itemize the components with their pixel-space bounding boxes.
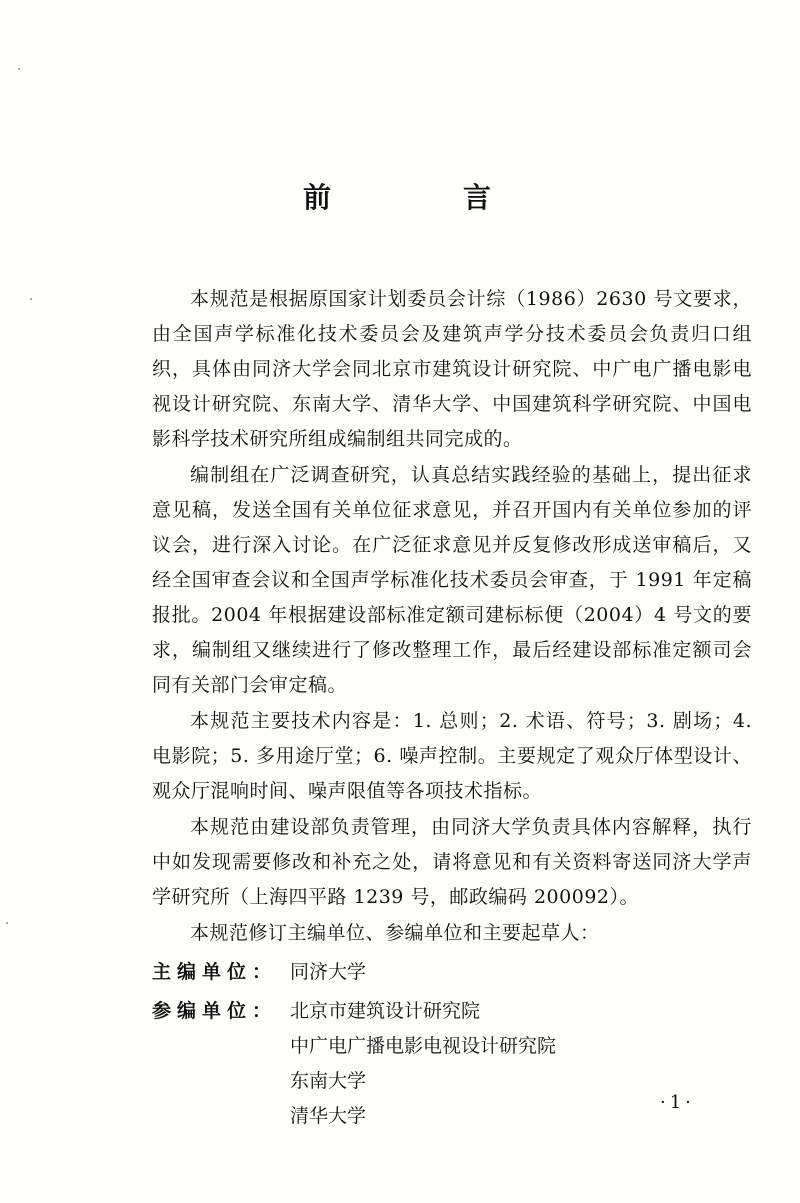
scan-speck [6, 922, 8, 924]
chief-unit-row [152, 955, 752, 990]
participating-units-label: 参编单位： [152, 1000, 278, 1022]
page-number: ·1· [660, 1092, 695, 1113]
document-body [152, 282, 752, 1134]
chief-unit-label: 主编单位： [152, 961, 278, 983]
participating-unit: 东南大学 [290, 1070, 367, 1092]
paragraph: 本规范主要技术内容是：1. 总则；2. 术语、符号；3. 剧场；4. 电影院；5. 多用途厅堂；6. 噪声控制。主要规定了观众厅体型设计、观众厅混响时间、噪声限值等各项技术指标。 [152, 710, 752, 802]
scan-speck [18, 68, 20, 70]
paragraph: 本规范修订主编单位、参编单位和主要起草人： [190, 922, 600, 944]
paragraph: 本规范由建设部负责管理，由同济大学负责具体内容解释，执行中如发现需要修改和补充之处，请将意见和有关资料寄送同济大学声学研究所（上海四平路 1239 号，邮政编码 200092）。 [152, 816, 752, 908]
participating-units-row [152, 994, 752, 1134]
participating-unit: 北京市建筑设计研究院 [290, 1000, 481, 1022]
paragraph: 编制组在广泛调查研究，认真总结实践经验的基础上，提出征求意见稿，发送全国有关单位征求意见，并召开国内有关单位参加的评议会，进行深入讨论。在广泛征求意见并反复修改形成送审稿后，又经全国审查会议和全国声学标准化技术委员会审查，于 1991 年定稿报批。2004 年根据建设部标准定额司建标标便（2004）4 号文的要求，编制组又继续进行了修改整理工作，最后经建设部标准定额司会同有关部门会审定稿。 [152, 464, 752, 696]
scan-speck [30, 298, 32, 300]
participating-unit: 中广电广播电影电视设计研究院 [290, 1035, 557, 1057]
chief-unit-value: 同济大学 [290, 961, 367, 983]
chief-unit-list [290, 955, 366, 990]
paragraph: 本规范是根据原国家计划委员会计综（1986）2630 号文要求，由全国声学标准化技术委员会及建筑声学分技术委员会负责归口组织，具体由同济大学会同北京市建筑设计研究院、中广电广播电影电视设计研究院、东南大学、清华大学、中国建筑科学研究院、中国电影科学技术研究所组成编制组共同完成的。 [152, 288, 752, 450]
page-title: 前 言 [302, 181, 543, 214]
participating-units-list [290, 994, 556, 1134]
participating-unit: 清华大学 [290, 1105, 367, 1127]
